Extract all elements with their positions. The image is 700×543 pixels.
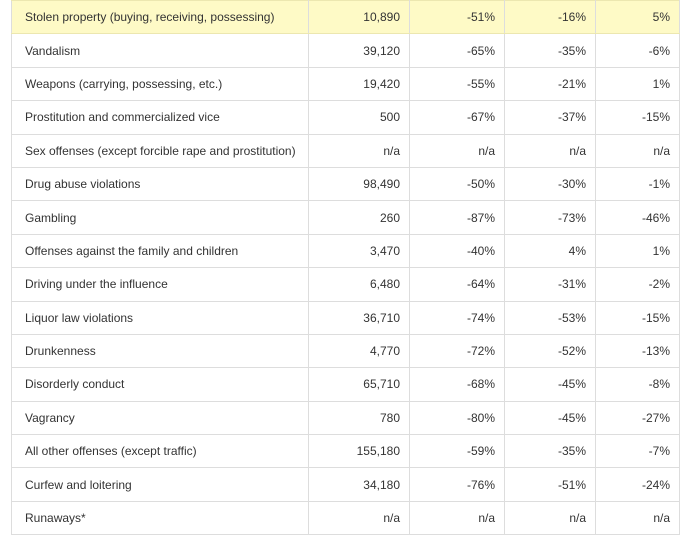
table-row (12, 334, 680, 367)
table-row (12, 1, 680, 34)
change-1-cell: -68% (410, 368, 505, 401)
arrests-cell: 34,180 (309, 468, 410, 501)
change-1-cell: -74% (410, 301, 505, 334)
change-3-cell: 1% (596, 67, 680, 100)
change-1-cell: -67% (410, 101, 505, 134)
change-1-cell: -64% (410, 268, 505, 301)
table-row (12, 234, 680, 267)
offense-cell: Weapons (carrying, possessing, etc.) (12, 67, 309, 100)
offense-cell: Vagrancy (12, 401, 309, 434)
change-2-cell: -30% (505, 167, 596, 200)
table-row (12, 501, 680, 534)
arrests-cell: n/a (309, 501, 410, 534)
arrests-cell: n/a (309, 134, 410, 167)
table-row (12, 134, 680, 167)
change-3-cell: 1% (596, 234, 680, 267)
change-2-cell: -16% (505, 1, 596, 34)
table-row (12, 435, 680, 468)
offense-cell: Drunkenness (12, 334, 309, 367)
change-1-cell: -76% (410, 468, 505, 501)
offense-cell: Vandalism (12, 34, 309, 67)
change-2-cell: -35% (505, 435, 596, 468)
offense-cell: Runaways* (12, 501, 309, 534)
change-3-cell: -6% (596, 34, 680, 67)
arrests-cell: 65,710 (309, 368, 410, 401)
change-2-cell: -35% (505, 34, 596, 67)
arrests-cell: 10,890 (309, 1, 410, 34)
change-1-cell: n/a (410, 134, 505, 167)
arrest-statistics-table (11, 0, 680, 535)
offense-cell: Prostitution and commercialized vice (12, 101, 309, 134)
arrests-cell: 155,180 (309, 435, 410, 468)
offense-cell: Stolen property (buying, receiving, possessing) (12, 1, 309, 34)
change-3-cell: n/a (596, 134, 680, 167)
change-3-cell: -15% (596, 101, 680, 134)
change-1-cell: -59% (410, 435, 505, 468)
change-1-cell: -80% (410, 401, 505, 434)
change-3-cell: -24% (596, 468, 680, 501)
arrests-cell: 19,420 (309, 67, 410, 100)
table-row (12, 167, 680, 200)
arrests-cell: 260 (309, 201, 410, 234)
offense-cell: Curfew and loitering (12, 468, 309, 501)
change-2-cell: -51% (505, 468, 596, 501)
offense-cell: Drug abuse violations (12, 167, 309, 200)
change-3-cell: -15% (596, 301, 680, 334)
change-3-cell: 5% (596, 1, 680, 34)
table-row (12, 101, 680, 134)
change-2-cell: n/a (505, 134, 596, 167)
change-3-cell: -46% (596, 201, 680, 234)
change-1-cell: n/a (410, 501, 505, 534)
change-1-cell: -87% (410, 201, 505, 234)
change-2-cell: -45% (505, 401, 596, 434)
table-body (12, 1, 680, 535)
change-2-cell: -53% (505, 301, 596, 334)
arrests-cell: 4,770 (309, 334, 410, 367)
arrests-cell: 39,120 (309, 34, 410, 67)
change-2-cell: -73% (505, 201, 596, 234)
offense-cell: Liquor law violations (12, 301, 309, 334)
offense-cell: Driving under the influence (12, 268, 309, 301)
change-1-cell: -65% (410, 34, 505, 67)
offense-cell: Gambling (12, 201, 309, 234)
offense-cell: Offenses against the family and children (12, 234, 309, 267)
change-2-cell: n/a (505, 501, 596, 534)
change-2-cell: -37% (505, 101, 596, 134)
change-2-cell: -45% (505, 368, 596, 401)
table-row (12, 468, 680, 501)
table-row (12, 368, 680, 401)
table-row (12, 401, 680, 434)
change-2-cell: -31% (505, 268, 596, 301)
arrests-cell: 36,710 (309, 301, 410, 334)
arrests-cell: 6,480 (309, 268, 410, 301)
change-3-cell: -7% (596, 435, 680, 468)
arrests-cell: 500 (309, 101, 410, 134)
arrests-cell: 98,490 (309, 167, 410, 200)
table-row (12, 67, 680, 100)
change-1-cell: -72% (410, 334, 505, 367)
table-row (12, 268, 680, 301)
change-1-cell: -50% (410, 167, 505, 200)
table-row (12, 201, 680, 234)
offense-cell: Disorderly conduct (12, 368, 309, 401)
change-3-cell: -2% (596, 268, 680, 301)
table-row (12, 34, 680, 67)
change-1-cell: -51% (410, 1, 505, 34)
change-2-cell: -21% (505, 67, 596, 100)
change-1-cell: -55% (410, 67, 505, 100)
change-3-cell: -1% (596, 167, 680, 200)
change-3-cell: -27% (596, 401, 680, 434)
arrests-cell: 780 (309, 401, 410, 434)
change-2-cell: -52% (505, 334, 596, 367)
change-2-cell: 4% (505, 234, 596, 267)
change-3-cell: -8% (596, 368, 680, 401)
change-1-cell: -40% (410, 234, 505, 267)
offense-cell: All other offenses (except traffic) (12, 435, 309, 468)
change-3-cell: n/a (596, 501, 680, 534)
offense-cell: Sex offenses (except forcible rape and prostitution) (12, 134, 309, 167)
change-3-cell: -13% (596, 334, 680, 367)
table-row (12, 301, 680, 334)
arrests-cell: 3,470 (309, 234, 410, 267)
arrest-statistics-table-container (11, 0, 679, 535)
